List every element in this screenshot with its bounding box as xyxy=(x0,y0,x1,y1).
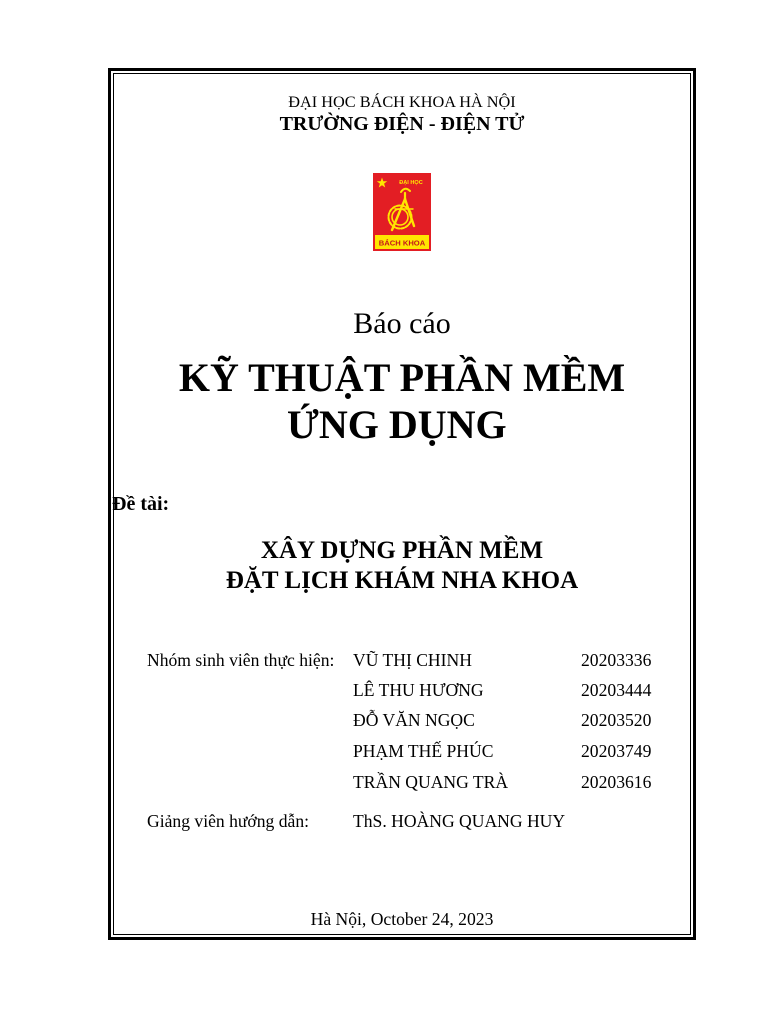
team-row xyxy=(0,652,768,672)
logo-bottom-text: BÁCH KHOA xyxy=(378,238,426,248)
team-row xyxy=(0,712,768,732)
advisor-label: Giảng viên hướng dẫn: xyxy=(147,811,310,831)
member-id: 20203336 xyxy=(581,650,652,670)
report-title-line-2: ỨNG DỤNG xyxy=(287,402,507,447)
advisor-row xyxy=(0,813,768,833)
place-and-date: Hà Nội, October 24, 2023 xyxy=(310,909,494,929)
logo-top-text: ĐẠI HỌC xyxy=(399,180,423,186)
topic-title-line-2: ĐẶT LỊCH KHÁM NHA KHOA xyxy=(225,567,579,594)
member-id: 20203520 xyxy=(581,710,652,730)
university-name: ĐẠI HỌC BÁCH KHOA HÀ NỘI xyxy=(288,92,516,111)
team-row xyxy=(0,682,768,702)
team-label: Nhóm sinh viên thực hiện: xyxy=(147,650,335,670)
report-label: Báo cáo xyxy=(353,307,451,340)
topic-title-line-1: XÂY DỰNG PHẦN MỀM xyxy=(260,537,544,564)
advisor-name: ThS. HOÀNG QUANG HUY xyxy=(353,811,566,831)
member-id: 20203749 xyxy=(581,741,652,761)
topic-label: Đề tài: xyxy=(112,493,170,515)
member-name: PHẠM THẾ PHÚC xyxy=(353,741,494,761)
school-name: TRƯỜNG ĐIỆN - ĐIỆN TỬ xyxy=(279,113,525,135)
member-name: VŨ THỊ CHINH xyxy=(353,650,472,670)
member-name: LÊ THU HƯƠNG xyxy=(353,680,484,700)
university-logo xyxy=(373,173,431,251)
report-title-line-1: KỸ THUẬT PHẦN MỀM xyxy=(178,355,626,400)
team-row xyxy=(0,743,768,763)
team-row xyxy=(0,774,768,794)
member-name: TRẦN QUANG TRÀ xyxy=(353,772,509,792)
member-id: 20203616 xyxy=(581,772,652,792)
member-name: ĐỖ VĂN NGỌC xyxy=(353,710,475,730)
member-id: 20203444 xyxy=(581,680,652,700)
